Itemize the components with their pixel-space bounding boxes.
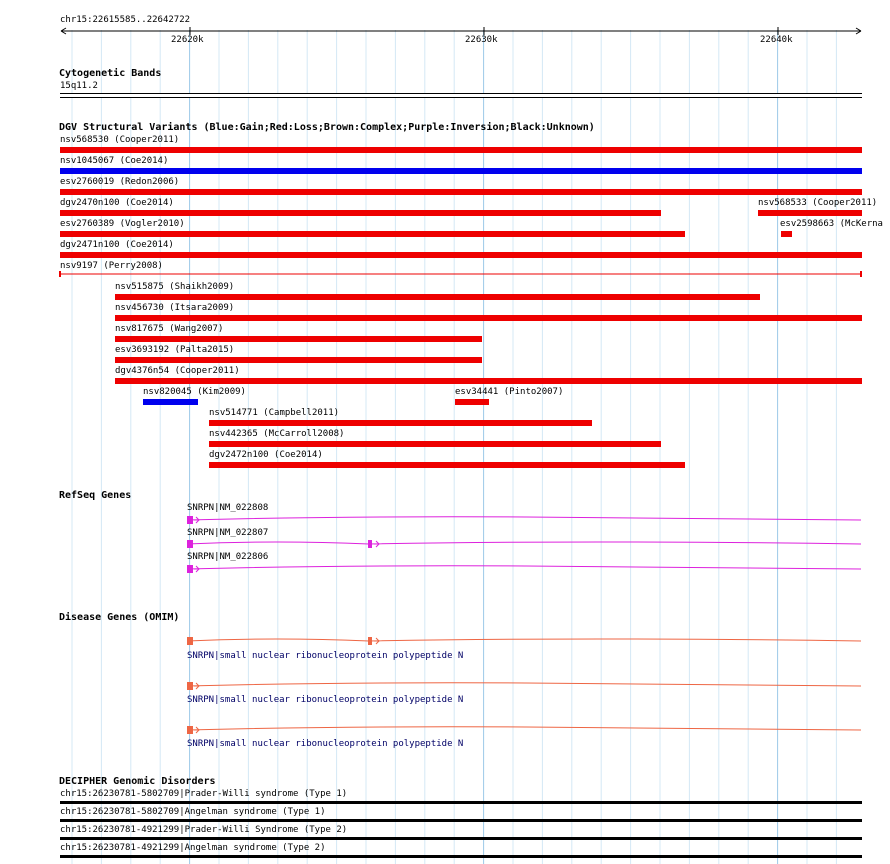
dgv-feature-label: nsv456730 (Itsara2009) — [115, 303, 235, 313]
dgv-feature-label: nsv442365 (McCarroll2008) — [209, 429, 345, 439]
dgv-feature-label: nsv514771 (Campbell2011) — [209, 408, 340, 418]
refseq-transcript[interactable] — [186, 563, 862, 575]
dgv-feature-bar[interactable] — [209, 462, 685, 468]
dgv-feature-label: nsv820045 (Kim2009) — [143, 387, 246, 397]
refseq-transcript-label: SNRPN|NM_022806 — [187, 552, 269, 562]
dgv-feature-bar[interactable] — [59, 270, 863, 278]
dgv-feature-bar[interactable] — [60, 210, 661, 216]
dgv-feature-bar[interactable] — [60, 231, 685, 237]
omim-gene[interactable] — [186, 680, 862, 692]
dgv-feature-label: nsv568533 (Cooper2011) — [758, 198, 878, 208]
dgv-feature-label: esv34441 (Pinto2007) — [455, 387, 564, 397]
dgv-feature-bar[interactable] — [115, 378, 862, 384]
decipher-entry-label: chr15:26230781-5802709|Angelman syndrome (Type 1) — [60, 807, 326, 817]
dgv-feature-label: dgv2471n100 (Coe2014) — [60, 240, 174, 250]
dgv-feature-label: dgv2470n100 (Coe2014) — [60, 198, 174, 208]
cytoband-label: 15q11.2 — [60, 81, 98, 91]
location-label: chr15:22615585..22642722 — [60, 15, 191, 25]
dgv-feature-bar[interactable] — [209, 441, 661, 447]
cytobands-track-title: Cytogenetic Bands — [59, 68, 162, 79]
refseq-transcript[interactable] — [186, 538, 862, 550]
dgv-feature-bar[interactable] — [781, 231, 792, 237]
dgv-feature-label: nsv1045067 (Coe2014) — [60, 156, 169, 166]
dgv-feature-label: nsv817675 (Wang2007) — [115, 324, 224, 334]
dgv-feature-bar[interactable] — [60, 252, 862, 258]
ruler-tick-label: 22640k — [760, 35, 793, 45]
decipher-track-title: DECIPHER Genomic Disorders — [59, 776, 216, 787]
dgv-track-title: DGV Structural Variants (Blue:Gain;Red:Loss;Brown:Complex;Purple:Inversion;Black:Unknown) — [59, 122, 595, 133]
decipher-entry-label: chr15:26230781-4921299|Angelman syndrome (Type 2) — [60, 843, 326, 853]
omim-gene-label: SNRPN|small nuclear ribonucleoprotein polypeptide N — [187, 739, 464, 749]
dgv-feature-label: nsv9197 (Perry2008) — [60, 261, 163, 271]
dgv-feature-bar[interactable] — [115, 336, 482, 342]
dgv-feature-bar[interactable] — [455, 399, 489, 405]
refseq-transcript-label: SNRPN|NM_022807 — [187, 528, 269, 538]
decipher-entry-bar[interactable] — [60, 801, 862, 804]
ruler-tick-label: 22630k — [465, 35, 498, 45]
ruler-tick-label: 22620k — [171, 35, 204, 45]
decipher-entry-bar[interactable] — [60, 837, 862, 840]
decipher-entry-bar[interactable] — [60, 819, 862, 822]
refseq-transcript-label: SNRPN|NM_022808 — [187, 503, 269, 513]
dgv-feature-label: dgv4376n54 (Cooper2011) — [115, 366, 240, 376]
dgv-feature-bar[interactable] — [758, 210, 862, 216]
dgv-feature-label: esv2598663 (McKerna — [780, 219, 883, 229]
dgv-feature-bar[interactable] — [60, 147, 862, 153]
dgv-feature-label: esv2760019 (Redon2006) — [60, 177, 180, 187]
omim-gene[interactable] — [186, 724, 862, 736]
dgv-feature-label: esv3693192 (Palta2015) — [115, 345, 235, 355]
cytoband-feature[interactable] — [60, 93, 862, 98]
dgv-feature-bar[interactable] — [209, 420, 592, 426]
dgv-feature-bar[interactable] — [60, 168, 862, 174]
decipher-entry-bar[interactable] — [60, 855, 862, 858]
decipher-entry-label: chr15:26230781-4921299|Prader-Willi Syndrome (Type 2) — [60, 825, 348, 835]
dgv-feature-bar[interactable] — [115, 294, 760, 300]
dgv-feature-bar[interactable] — [143, 399, 198, 405]
omim-track-title: Disease Genes (OMIM) — [59, 612, 180, 623]
refseq-track-title: RefSeq Genes — [59, 490, 132, 501]
omim-gene-label: SNRPN|small nuclear ribonucleoprotein polypeptide N — [187, 651, 464, 661]
dgv-feature-label: esv2760389 (Vogler2010) — [60, 219, 185, 229]
dgv-feature-bar[interactable] — [60, 189, 862, 195]
omim-gene[interactable] — [186, 635, 862, 647]
ruler[interactable] — [0, 25, 890, 65]
dgv-feature-bar[interactable] — [115, 357, 482, 363]
dgv-feature-label: nsv515875 (Shaikh2009) — [115, 282, 235, 292]
decipher-entry-label: chr15:26230781-5802709|Prader-Willi syndrome (Type 1) — [60, 789, 348, 799]
refseq-transcript[interactable] — [186, 514, 862, 526]
dgv-feature-label: nsv568530 (Cooper2011) — [60, 135, 180, 145]
dgv-feature-label: dgv2472n100 (Coe2014) — [209, 450, 323, 460]
omim-gene-label: SNRPN|small nuclear ribonucleoprotein polypeptide N — [187, 695, 464, 705]
dgv-feature-bar[interactable] — [115, 315, 862, 321]
